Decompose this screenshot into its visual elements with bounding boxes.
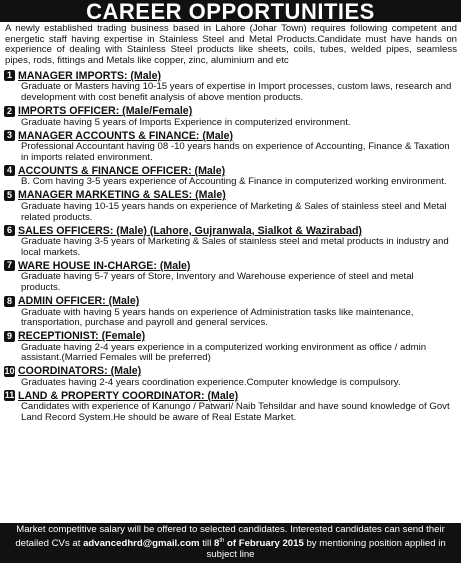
job-title: ADMIN OFFICER: (Male) [18, 295, 140, 307]
deadline-date: of February 2015 [224, 538, 304, 550]
job-entry [4, 389, 457, 423]
job-entry [4, 330, 457, 364]
job-entry [4, 224, 457, 258]
job-entry [4, 259, 457, 293]
deadline-suffix: th [219, 538, 225, 545]
job-number-badge: 6 [4, 225, 15, 236]
job-title: MANAGER ACCOUNTS & FINANCE: (Male) [18, 129, 234, 142]
footer-text-2: by mentioning position applied in subject line [206, 538, 446, 561]
footer-note [0, 523, 461, 563]
job-entry [4, 129, 457, 163]
job-description: Graduate having 5-7 years of Store, Inventory and Warehouse experience of steel and metal products. [21, 271, 414, 293]
job-number-badge: 3 [4, 130, 15, 141]
job-entry [4, 69, 457, 103]
job-title: COORDINATORS: (Male) [18, 365, 142, 378]
job-title: MANAGER IMPORTS: (Male) [18, 69, 162, 82]
footer-text-1: Market competitive salary will be offered to selected candidates. Interested candidates can send their detailed CVs at [15, 524, 445, 550]
job-description: Graduate or Masters having 10-15 years of expertise in Import processes, custom laws, research and development with cost benefit analysis of above mention products. [21, 81, 452, 103]
footer-till: till [199, 538, 214, 550]
job-entry [4, 189, 457, 223]
job-number-badge: 2 [4, 106, 15, 117]
job-list [0, 69, 461, 423]
job-title: LAND & PROPERTY COORDINATOR: (Male) [18, 389, 239, 402]
job-entry [4, 295, 457, 329]
job-title: WARE HOUSE IN-CHARGE: (Male) [18, 259, 191, 272]
job-title: ACCOUNTS & FINANCE OFFICER: (Male) [18, 164, 226, 177]
job-number-badge: 5 [4, 190, 15, 201]
job-title: RECEPTIONIST: (Female) [18, 330, 146, 343]
job-description: Graduate having 10-15 years hands on experience of Marketing & Sales of stainless steel and Metal related products. [21, 200, 447, 223]
job-number-badge: 7 [4, 260, 15, 271]
job-number-badge: 10 [4, 365, 15, 376]
job-description: Graduates having 2-4 years coordination experience.Computer knowledge is compulsory. [21, 376, 401, 388]
job-number-badge: 11 [4, 390, 15, 401]
job-header [4, 189, 457, 202]
job-title: MANAGER MARKETING & SALES: (Male) [18, 189, 226, 202]
job-header [4, 365, 457, 378]
job-description: Graduate having 2-4 years experience in a computerized working environment as office / admin assistant.(Married Females will be preferred) [21, 341, 427, 364]
job-description: Professional Accountant having 08 -10 years hands on experience of Accounting, Finance & Taxation in imports related environment. [21, 141, 450, 163]
job-number-badge: 4 [4, 165, 15, 176]
job-description: Graduate with having 5 years hands on experience of Administration tasks like maintenance, transportation, purchase and payroll and general services. [21, 306, 414, 329]
intro-paragraph: A newly established trading business based in Lahore (Johar Town) requires following competent and energetic staff having expertise in Stainless Steel and Metal Products.Candidate must have hands on experience of dealing with Stainless Steel products like sheets, coils, tubes, welded pipes, seamless pipes, rods, fittings and Metals like copper, zinc, aluminium and etc [5, 23, 457, 66]
job-entry [4, 365, 457, 389]
job-description: Candidates with experience of Kanungo / Patwari/ Naib Tehsildar and have sound knowledge of Govt Land Record System.He should be aware of Real Estate Market. [21, 401, 450, 424]
job-number-badge: 1 [4, 70, 15, 81]
job-title: SALES OFFICERS: (Male) (Lahore, Gujranwala, Sialkot & Wazirabad) [18, 224, 362, 237]
page-title: CAREER OPPORTUNITIES [0, 0, 461, 22]
job-description: B. Com having 3-5 years experience of Accounting & Finance in computerized working environment. [21, 176, 447, 188]
job-entry [4, 164, 457, 188]
contact-email[interactable]: advancedhrd@gmail.com [83, 538, 200, 550]
job-description: Graduate having 5 years of Imports Experience in computerized environment. [21, 116, 351, 128]
job-entry [4, 105, 457, 129]
job-header [4, 105, 457, 118]
deadline-day: 8 [213, 538, 220, 550]
job-number-badge: 8 [4, 296, 15, 307]
job-header [4, 295, 457, 308]
job-header [4, 330, 457, 343]
job-title: IMPORTS OFFICER: (Male/Female) [18, 105, 193, 118]
job-description: Graduate having 3-5 years of Marketing & Sales of stainless steel and metal products in industry and local markets. [21, 236, 449, 258]
job-number-badge: 9 [4, 331, 15, 342]
